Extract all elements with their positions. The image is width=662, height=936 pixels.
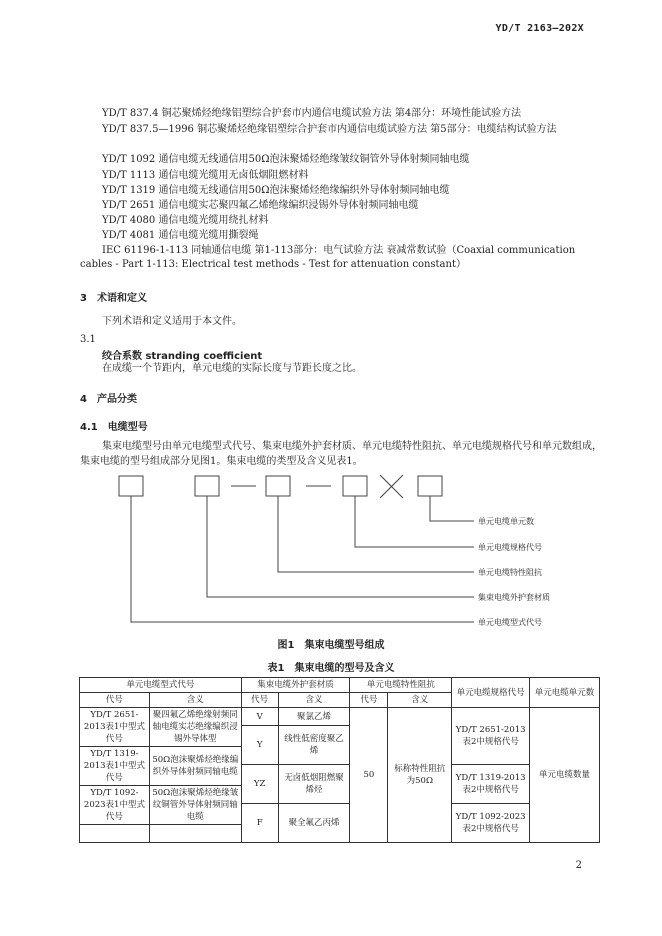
subsection-heading-cable-model: 4.1 电缆型号 [80,422,148,433]
figure1-label: 单元电缆特性阻抗 [478,568,542,577]
section-heading-classification: 4 产品分类 [80,394,137,405]
table-subheader: 含义 [388,693,452,708]
table-subheader: 代号 [350,693,388,708]
table1-caption: 表1 集束电缆的型号及含义 [267,663,395,674]
table-header: 单元电缆特性阻抗 [350,678,452,693]
figure1-label: 单元电缆规格代号 [478,543,542,552]
table-cell: 标称特性阻抗为50Ω [388,708,452,843]
table-subheader: 含义 [149,693,241,708]
table-cell: 聚四氟乙烯绝缘射频同轴电缆实芯绝缘编织浸锡外导体型 [149,708,241,747]
table-cell: YD/T 2651-2013表1中型式代号 [80,708,150,747]
reference-entry: YD/T 837.5—1996 铜芯聚烯烃绝缘铝塑综合护套市内通信电缆试验方法 第5部分：电缆结构试验方法 [102,124,557,135]
table-cell: F [241,804,278,843]
table-cell-empty [80,825,150,843]
model-box-units [418,476,442,496]
model-box-type [119,476,143,496]
document-id-header: YD/T 2163—202X [495,23,584,34]
term-definition: 在成缆一个节距内，单元电缆的实际长度与节距长度之比。 [102,363,362,374]
table-subheader: 代号 [241,693,278,708]
table-cell: YD/T 1319-2013表1中型式代号 [80,747,150,786]
table-header-row [80,678,600,693]
table-cell: YD/T 1319-2013表2中规格代号 [452,765,530,804]
reference-entry: YD/T 837.4 铜芯聚烯烃绝缘铝塑综合护套市内通信电缆试验方法 第4部分：环境性能试验方法 [102,108,522,119]
table-cell: 聚全氟乙丙烯 [278,804,350,843]
reference-entry: IEC 61196-1-113 同轴通信电缆 第1-113部分：电气试验方法 衰减常数试验（Coaxial communication cables - Part 1-113: Electrical test methods - Test for attenuation constant） [80,245,576,270]
reference-entry: YD/T 1113 通信电缆光缆用无卤低烟阻燃材料 [102,170,309,181]
table-cell: 50Ω泡沫聚烯烃绝缘皱纹铜管外导体射频同轴电缆 [149,786,241,825]
model-box-impedance [266,476,290,496]
section-heading-terms: 3 术语和定义 [80,293,147,304]
table-cell: 线性低密度聚乙烯 [278,726,350,765]
reference-entry: YD/T 4080 通信电缆光缆用绕扎材料 [102,215,269,226]
table-cell: YD/T 1092-2023表2中规格代号 [452,804,530,843]
table-header: 单元电缆型式代号 [80,678,242,693]
reference-entry: YD/T 1319 通信电缆无线通信用50Ω泡沫聚烯烃绝缘编织外导体射频同轴电缆 [102,185,450,196]
model-box-sheath [195,476,219,496]
table-subheader: 含义 [278,693,350,708]
table-cell: 50Ω泡沫聚烯烃绝缘编织外导体射频同轴电缆 [149,747,241,786]
figure1-label: 单元电缆单元数 [478,517,534,526]
terms-intro: 下列术语和定义适用于本文件。 [102,316,242,327]
table-cell: YD/T 1092-2023表1中型式代号 [80,786,150,825]
leader-line [278,496,474,572]
model-box-spec [343,476,367,496]
figure1-label: 集束电缆外护套材质 [478,593,550,602]
term-number: 3.1 [80,334,96,345]
page-number: 2 [575,860,582,871]
table-cell: Y [241,726,278,765]
figure1-label: 单元电缆型式代号 [478,618,542,627]
table-cell: YD/T 2651-2013表2中规格代号 [452,708,530,765]
table1 [79,677,600,843]
reference-entry: YD/T 4081 通信电缆光缆用撕裂绳 [102,230,259,241]
leader-line [430,496,474,521]
table-subheader: 代号 [80,693,150,708]
term-title: 绞合系数 stranding coefficient [102,351,263,362]
table-cell: 聚氯乙烯 [278,708,350,726]
leader-line [131,496,474,622]
reference-entry: YD/T 2651 通信电缆实芯聚四氟乙烯绝缘编织浸锡外导体射频同轴电缆 [102,200,419,211]
table-cell: 50 [350,708,388,843]
table-cell: 无卤低烟阻燃聚烯烃 [278,765,350,804]
figure1-caption: 图1 集束电缆型号组成 [277,640,385,651]
table-cell: YZ [241,765,278,804]
table-cell: 单元电缆数量 [530,708,600,843]
table-row [80,708,600,726]
table-header: 单元电缆单元数 [530,678,600,708]
table-header: 集束电缆外护套材质 [241,678,350,693]
reference-entry: YD/T 1092 通信电缆无线通信用50Ω泡沫聚烯烃绝缘皱纹铜管外导体射频同轴电缆 [102,154,470,165]
table-cell-empty [149,825,241,843]
table-header: 单元电缆规格代号 [452,678,530,708]
table-cell: V [241,708,278,726]
model-paragraph: 集束电缆型号由单元电缆型式代号、集束电缆外护套材质、单元电缆特性阻抗、单元电缆规格代号和单元数组成，集束电缆的型号组成部分见图1。集束电缆的类型及含义见表1。 [80,441,602,467]
